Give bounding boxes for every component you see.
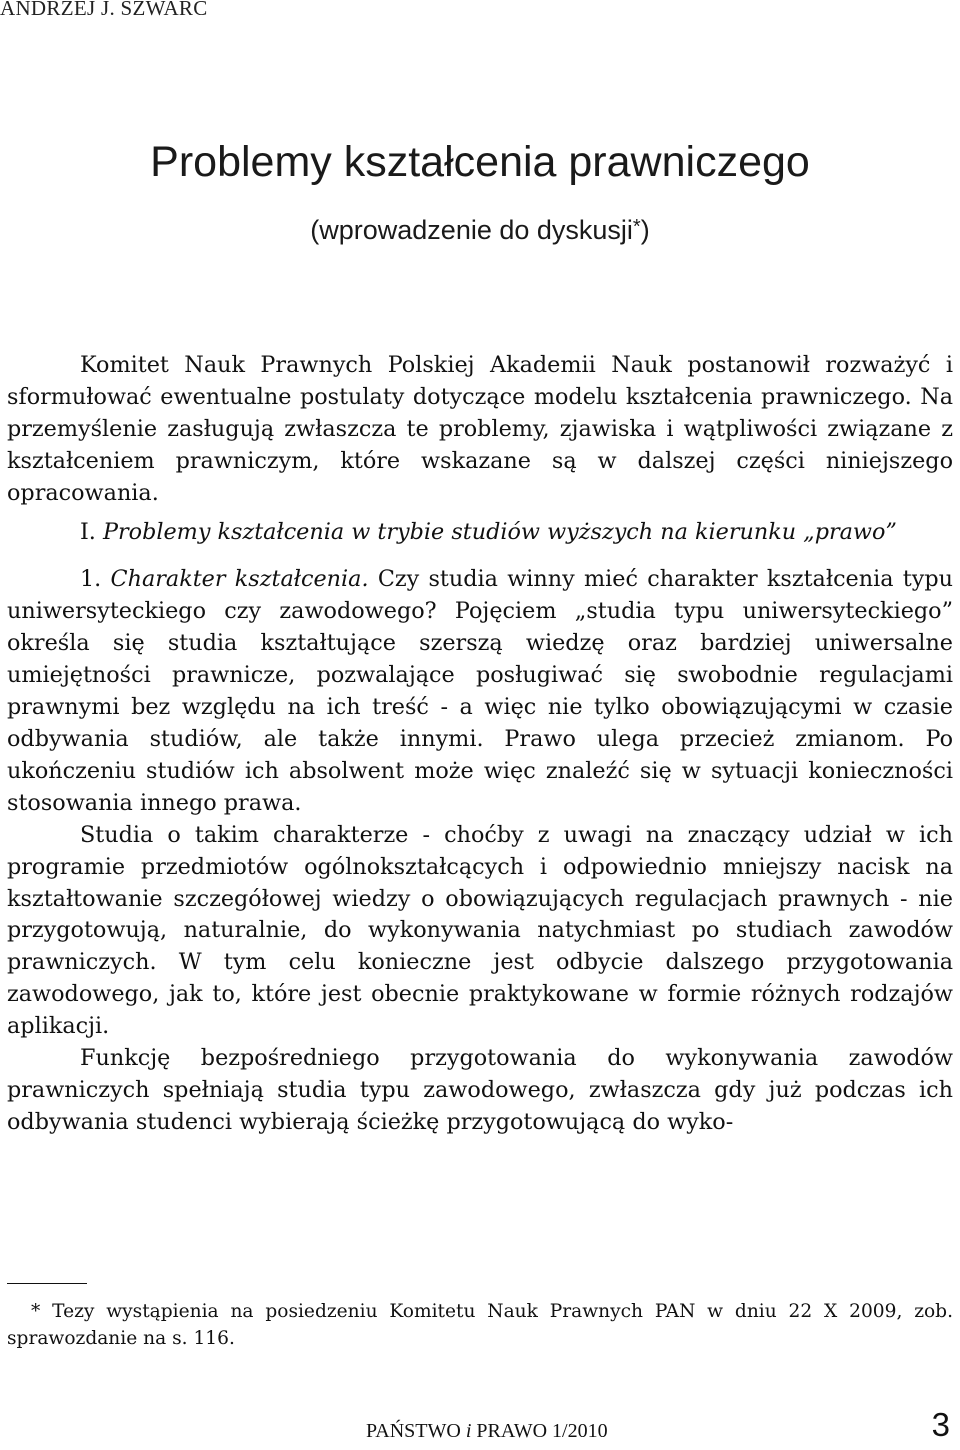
intro-paragraph: Komitet Nauk Prawnych Polskiej Akademii Nauk postanowił rozważyć i sformułować ewentualne postulaty dotyczące modelu kształcenia prawniczego. Na przemyślenie zasługują zwłaszcza te problemy, zjawiska i wątpliwości związane z kształceniem prawniczym, które wskazane są w dalszej części niniejszego opracowania. bbox=[7, 352, 953, 506]
subsection-title: Charakter kształcenia. bbox=[110, 566, 369, 593]
subsection-number: 1. bbox=[80, 566, 102, 593]
journal-name-part1: PAŃSTWO bbox=[366, 1420, 461, 1442]
section-number: I. bbox=[80, 518, 96, 545]
page-number: 3 bbox=[931, 1406, 950, 1443]
journal-name bbox=[366, 1420, 608, 1442]
footnote-divider bbox=[7, 1283, 87, 1284]
article-title: Problemy kształcenia prawniczego bbox=[150, 138, 810, 186]
subsection-text: Czy studia winny mieć charakter kształcenia typu uniwersyteckiego czy zawodowego? Pojęciem „studia typu uniwersyteckiego” określa się studia kształtujące szerszą wiedzę oraz bardziej uniwersalne umiejętności prawnicze, pozwalające posługiwać się swobodnie regulacjami prawnymi bez względu na ich treść - a więc nie tylko obowiązującymi w czasie odbywania studiów, ale także innymi. Prawo ulega przecież zmianom. Po ukończeniu studiów ich absolwent może więc znaleźć się w sytuacji konieczności stosowania innego prawa. bbox=[7, 566, 953, 816]
paragraph-2: Studia o takim charakterze - choćby z uwagi na znaczący udział w ich programie przedmiotów ogólnokształcących i odpowiednio mniejszy nacisk na kształtowanie szczegółowej wiedzy o obowiązujących regulacjach prawnych - nie przygotowują, naturalnie, do wykonywania natychmiast po studiach zawodów prawniczych. W tym celu konieczne jest odbycie dalszego przygotowania zawodowego, jak to, które jest obecnie praktykowane w formie różnych rodzajów aplikacji. bbox=[7, 821, 953, 1040]
footnote-text: Tezy wystąpienia na posiedzeniu Komitetu Nauk Prawnych PAN w dniu 22 X 2009, zob. sprawozdanie na s. 116. bbox=[7, 1301, 953, 1349]
footnote-body bbox=[7, 1298, 953, 1352]
section-heading bbox=[7, 517, 953, 549]
footnote-reference-mark[interactable]: * bbox=[632, 216, 641, 238]
journal-issue: 1/2010 bbox=[552, 1420, 608, 1442]
subtitle-text: (wprowadzenie do dyskusji bbox=[310, 215, 633, 245]
footnote bbox=[7, 1298, 953, 1352]
article-subtitle bbox=[0, 215, 960, 246]
paragraph-3: Funkcję bezpośredniego przygotowania do wykonywania zawodów prawniczych spełniają studia typu zawodowego, zwłaszcza gdy już podczas ich odbywania studenci wybierają ścieżkę przygotowującą do wyko- bbox=[7, 1045, 953, 1135]
section-heading-text: Problemy kształcenia w trybie studiów wyższych na kierunku „prawo” bbox=[103, 518, 897, 545]
journal-name-part3: PRAWO bbox=[476, 1420, 548, 1442]
running-header-author: ANDRZEJ J. SZWARC bbox=[0, 0, 208, 20]
subtitle-close: ) bbox=[640, 215, 650, 245]
footnote-mark: * bbox=[31, 1301, 41, 1322]
subsection-paragraph bbox=[7, 564, 953, 819]
article-body bbox=[7, 350, 953, 1139]
journal-name-part2: i bbox=[465, 1420, 472, 1442]
page-footer bbox=[366, 1406, 956, 1443]
